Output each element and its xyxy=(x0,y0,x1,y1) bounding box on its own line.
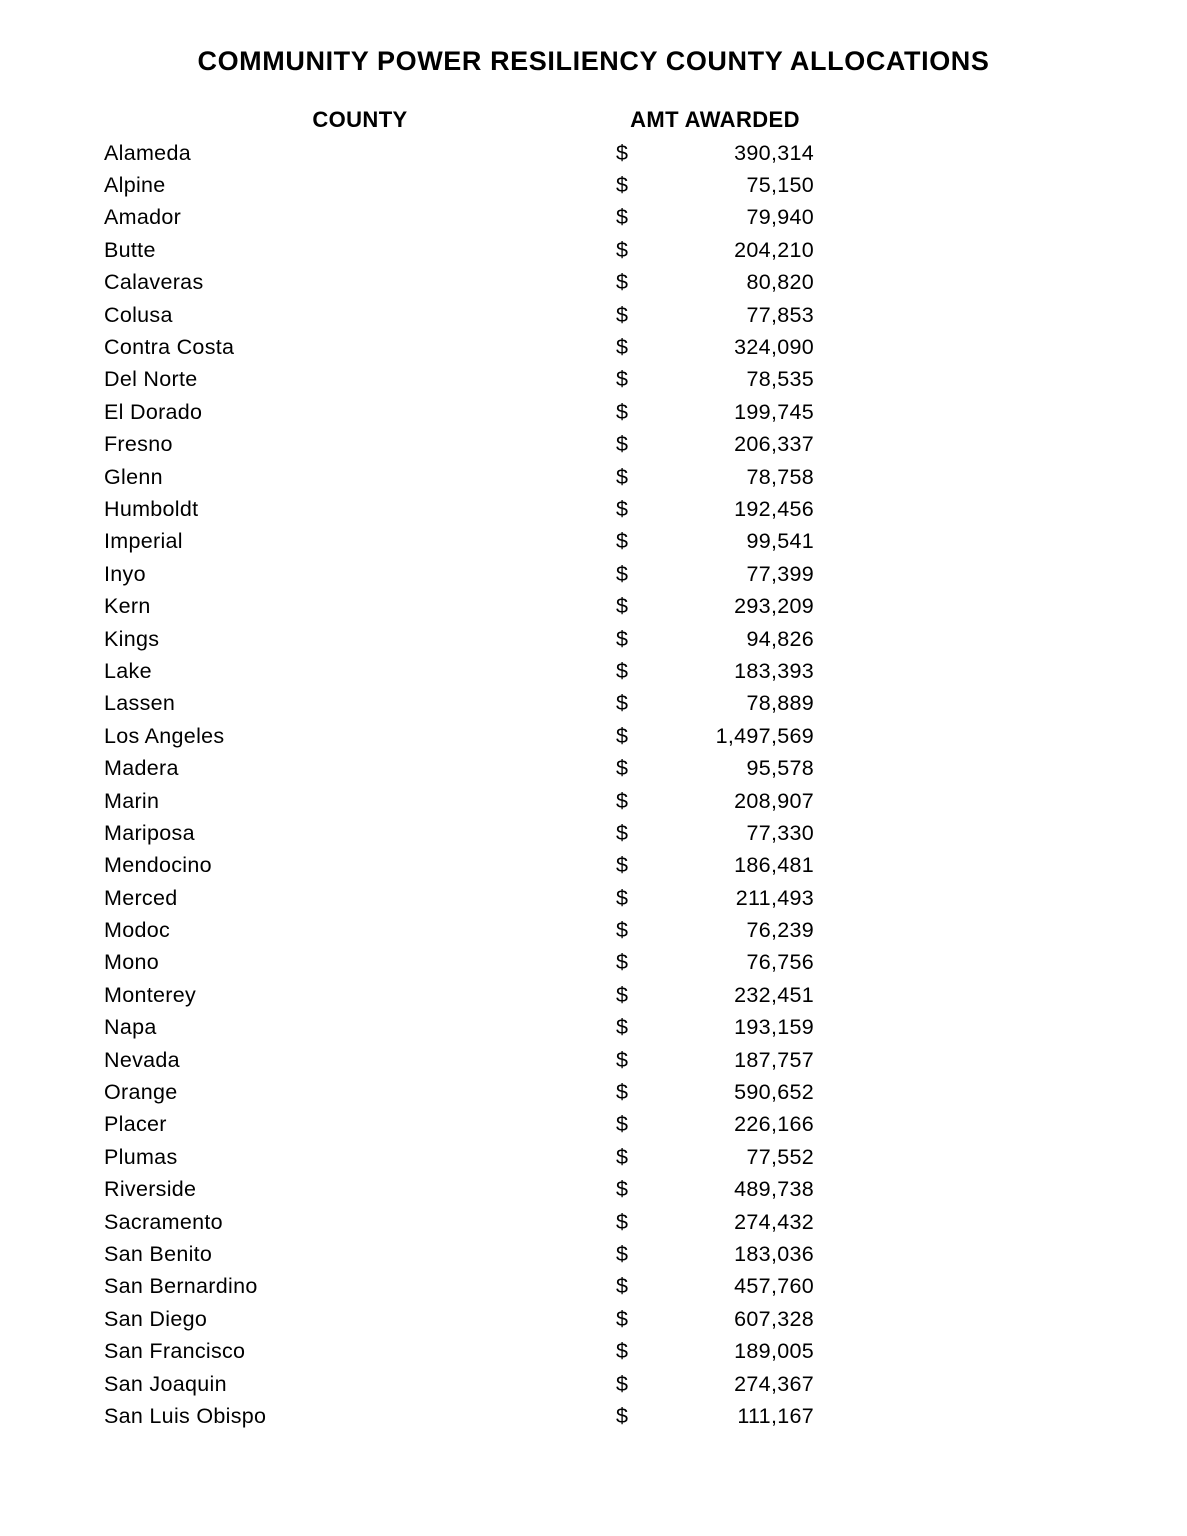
county-name: Merced xyxy=(104,885,178,910)
column-header-county: COUNTY xyxy=(312,107,408,132)
county-name: San Benito xyxy=(104,1241,213,1266)
currency-symbol: $ xyxy=(616,1177,629,1202)
table-row xyxy=(104,914,814,946)
amount-value: 293,209 xyxy=(734,594,814,619)
currency-symbol: $ xyxy=(616,691,629,716)
table-row xyxy=(104,623,814,655)
currency-symbol: $ xyxy=(616,1241,629,1266)
table-row xyxy=(104,655,814,687)
county-name: Contra Costa xyxy=(104,335,235,360)
county-name: Mono xyxy=(104,950,159,975)
currency-symbol: $ xyxy=(616,1112,629,1137)
table-row xyxy=(104,688,814,720)
amount-value: 189,005 xyxy=(734,1339,814,1364)
county-name: Lake xyxy=(104,658,152,683)
amount-value: 206,337 xyxy=(734,432,814,457)
currency-symbol: $ xyxy=(616,270,629,295)
amount-value: 226,166 xyxy=(734,1112,814,1137)
currency-symbol: $ xyxy=(616,529,629,554)
currency-symbol: $ xyxy=(616,173,629,198)
county-name: Colusa xyxy=(104,302,173,327)
page-title: COMMUNITY POWER RESILIENCY COUNTY ALLOCATIONS xyxy=(197,46,990,76)
county-name: Mendocino xyxy=(104,853,212,878)
county-name: Del Norte xyxy=(104,367,198,392)
table-row xyxy=(104,396,814,428)
amount-value: 208,907 xyxy=(734,788,814,813)
currency-symbol: $ xyxy=(616,594,629,619)
currency-symbol: $ xyxy=(616,853,629,878)
currency-symbol: $ xyxy=(616,756,629,781)
county-name: San Francisco xyxy=(104,1339,246,1364)
table-row xyxy=(104,234,814,266)
table-row xyxy=(104,299,814,331)
county-name: Madera xyxy=(104,756,179,781)
table-row xyxy=(104,461,814,493)
currency-symbol: $ xyxy=(616,205,629,230)
currency-symbol: $ xyxy=(616,367,629,392)
county-name: San Bernardino xyxy=(104,1274,258,1299)
amount-value: 99,541 xyxy=(746,529,814,554)
currency-symbol: $ xyxy=(616,1274,629,1299)
table-row xyxy=(104,429,814,461)
county-name: Fresno xyxy=(104,432,173,457)
amount-value: 457,760 xyxy=(734,1274,814,1299)
table-row xyxy=(104,882,814,914)
amount-value: 186,481 xyxy=(734,853,814,878)
currency-symbol: $ xyxy=(616,302,629,327)
allocations-table xyxy=(104,103,814,1433)
table-row xyxy=(104,169,814,201)
currency-symbol: $ xyxy=(616,1209,629,1234)
table-row xyxy=(104,1076,814,1108)
county-name: Marin xyxy=(104,788,160,813)
currency-symbol: $ xyxy=(616,1080,629,1105)
currency-symbol: $ xyxy=(616,335,629,360)
table-row xyxy=(104,1238,814,1270)
currency-symbol: $ xyxy=(616,1403,629,1428)
table-row xyxy=(104,979,814,1011)
amount-value: 192,456 xyxy=(734,496,814,521)
county-name: Mariposa xyxy=(104,820,195,845)
currency-symbol: $ xyxy=(616,950,629,975)
table-row xyxy=(104,850,814,882)
county-name: Los Angeles xyxy=(104,723,225,748)
amount-value: 324,090 xyxy=(734,335,814,360)
table-header-row xyxy=(104,103,814,137)
table-row xyxy=(104,1044,814,1076)
amount-value: 77,399 xyxy=(746,561,814,586)
currency-symbol: $ xyxy=(616,237,629,262)
amount-value: 274,367 xyxy=(734,1371,814,1396)
amount-value: 390,314 xyxy=(734,140,814,165)
amount-value: 199,745 xyxy=(734,399,814,424)
county-name: El Dorado xyxy=(104,399,203,424)
currency-symbol: $ xyxy=(616,1047,629,1072)
county-name: San Joaquin xyxy=(104,1371,227,1396)
amount-value: 79,940 xyxy=(746,205,814,230)
table-row xyxy=(104,590,814,622)
currency-symbol: $ xyxy=(616,918,629,943)
table-row xyxy=(104,558,814,590)
amount-value: 183,036 xyxy=(734,1241,814,1266)
amount-value: 607,328 xyxy=(734,1306,814,1331)
table-row xyxy=(104,1109,814,1141)
amount-value: 187,757 xyxy=(734,1047,814,1072)
amount-value: 204,210 xyxy=(734,237,814,262)
amount-value: 76,239 xyxy=(746,918,814,943)
county-name: Placer xyxy=(104,1112,167,1137)
currency-symbol: $ xyxy=(616,432,629,457)
county-name: Monterey xyxy=(104,982,197,1007)
currency-symbol: $ xyxy=(616,1306,629,1331)
county-name: Kern xyxy=(104,594,151,619)
county-name: Plumas xyxy=(104,1144,178,1169)
amount-value: 94,826 xyxy=(746,626,814,651)
county-name: Alameda xyxy=(104,140,191,165)
table-row xyxy=(104,817,814,849)
table-row xyxy=(104,331,814,363)
county-name: Orange xyxy=(104,1080,178,1105)
table-row xyxy=(104,364,814,396)
county-name: Riverside xyxy=(104,1177,197,1202)
county-name: Modoc xyxy=(104,918,171,943)
county-name: Inyo xyxy=(104,561,146,586)
currency-symbol: $ xyxy=(616,399,629,424)
currency-symbol: $ xyxy=(616,982,629,1007)
amount-value: 80,820 xyxy=(746,270,814,295)
amount-value: 78,535 xyxy=(746,367,814,392)
table-row xyxy=(104,720,814,752)
table-row xyxy=(104,1400,814,1432)
county-name: Sacramento xyxy=(104,1209,223,1234)
county-name: Glenn xyxy=(104,464,163,489)
table-row xyxy=(104,526,814,558)
table-body xyxy=(104,137,814,1433)
county-name: Lassen xyxy=(104,691,176,716)
amount-value: 75,150 xyxy=(746,173,814,198)
currency-symbol: $ xyxy=(616,1015,629,1040)
amount-value: 489,738 xyxy=(734,1177,814,1202)
county-name: Calaveras xyxy=(104,270,204,295)
amount-value: 77,552 xyxy=(746,1144,814,1169)
county-name: Amador xyxy=(104,205,182,230)
amount-value: 95,578 xyxy=(746,756,814,781)
table-row xyxy=(104,1174,814,1206)
table-row xyxy=(104,785,814,817)
table-row xyxy=(104,1335,814,1367)
currency-symbol: $ xyxy=(616,1371,629,1396)
currency-symbol: $ xyxy=(616,658,629,683)
column-header-amt-awarded: AMT AWARDED xyxy=(630,107,800,132)
amount-value: 211,493 xyxy=(735,885,814,910)
currency-symbol: $ xyxy=(616,723,629,748)
amount-value: 111,167 xyxy=(737,1403,814,1428)
currency-symbol: $ xyxy=(616,496,629,521)
county-name: Nevada xyxy=(104,1047,180,1072)
table-row xyxy=(104,137,814,169)
amount-value: 77,330 xyxy=(746,820,814,845)
table-row xyxy=(104,1012,814,1044)
currency-symbol: $ xyxy=(616,820,629,845)
currency-symbol: $ xyxy=(616,626,629,651)
county-name: Napa xyxy=(104,1015,157,1040)
county-name: San Diego xyxy=(104,1306,208,1331)
county-name: Humboldt xyxy=(104,496,199,521)
table-row xyxy=(104,1303,814,1335)
currency-symbol: $ xyxy=(616,464,629,489)
county-name: Kings xyxy=(104,626,160,651)
currency-symbol: $ xyxy=(616,885,629,910)
amount-value: 1,497,569 xyxy=(715,723,814,748)
amount-value: 193,159 xyxy=(734,1015,814,1040)
county-name: Butte xyxy=(104,237,156,262)
table-row xyxy=(104,1271,814,1303)
table-row xyxy=(104,1368,814,1400)
currency-symbol: $ xyxy=(616,140,629,165)
amount-value: 78,758 xyxy=(746,464,814,489)
currency-symbol: $ xyxy=(616,1144,629,1169)
table-row xyxy=(104,1206,814,1238)
amount-value: 274,432 xyxy=(734,1209,814,1234)
amount-value: 590,652 xyxy=(734,1080,814,1105)
county-name: Imperial xyxy=(104,529,183,554)
county-name: San Luis Obispo xyxy=(104,1403,267,1428)
table-row xyxy=(104,947,814,979)
currency-symbol: $ xyxy=(616,788,629,813)
table-row xyxy=(104,202,814,234)
amount-value: 76,756 xyxy=(746,950,814,975)
table-row xyxy=(104,493,814,525)
table-row xyxy=(104,267,814,299)
amount-value: 232,451 xyxy=(734,982,814,1007)
table-row xyxy=(104,1141,814,1173)
county-name: Alpine xyxy=(104,173,166,198)
amount-value: 183,393 xyxy=(734,658,814,683)
currency-symbol: $ xyxy=(616,561,629,586)
table-row xyxy=(104,752,814,784)
currency-symbol: $ xyxy=(616,1339,629,1364)
amount-value: 77,853 xyxy=(746,302,814,327)
amount-value: 78,889 xyxy=(746,691,814,716)
